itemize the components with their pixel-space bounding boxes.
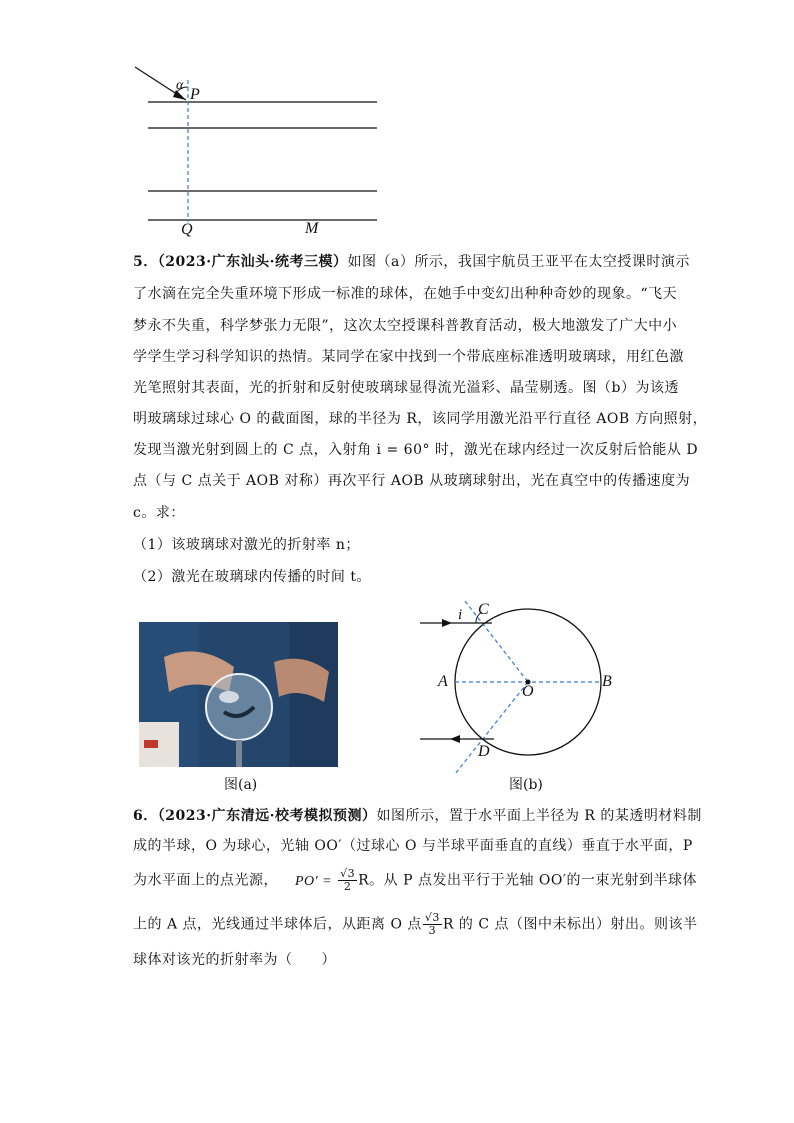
q6-frac-1-den: 2 — [343, 880, 352, 893]
q6-line-4 — [133, 912, 698, 937]
exit-arrow — [450, 735, 460, 743]
slab-diagram — [130, 60, 390, 245]
q5-source: （2023·广东汕头·统考三模） — [157, 254, 348, 270]
label-M: M — [305, 220, 319, 237]
q5-line-6: 明玻璃球过球心 O 的截面图，球的半径为 R，该同学用激光沿平行直径 AOB 方向照射， — [133, 411, 708, 427]
q6-frac-2 — [423, 912, 442, 937]
caption-figure-a: 图(a) — [224, 777, 258, 793]
q6-text-3a: 为水平面上的点光源， — [133, 872, 278, 889]
q6-text-4a: 上的 A 点，光线通过半球体后，从距离 O 点 — [133, 916, 422, 933]
label-B: B — [602, 673, 612, 690]
q6-line-2: 成的半球，O 为球心，光轴 OO′（过球心 O 与半球平面垂直的直线）垂直于水平面，P — [133, 838, 693, 854]
normal-at-C — [465, 601, 528, 682]
label-P: P — [190, 86, 200, 103]
q6-frac-2-num: √3 — [424, 911, 440, 924]
label-alpha: α — [176, 78, 184, 93]
figure-a-photo — [139, 622, 338, 767]
q5-line-9: c。求： — [133, 505, 185, 521]
q5-line-1 — [133, 252, 690, 272]
normal-at-D — [455, 682, 528, 774]
q5-line-7: 发现当激光射到圆上的 C 点，入射角 i = 60° 时，激光在球内经过一次反射后恰能从 D — [133, 442, 699, 458]
label-O: O — [522, 683, 534, 700]
q6-frac-2-den: 3 — [428, 924, 437, 937]
label-Q: Q — [181, 221, 193, 238]
q6-line-1 — [133, 806, 702, 826]
q6-text-3b: R。从 P 点发出平行于光轴 OO′的一束光射到半球体 — [358, 872, 698, 889]
q5-line-8: 点（与 C 点关于 AOB 对称）再次平行 AOB 从玻璃球射出，光在真空中的传播速度为 — [133, 473, 691, 489]
q6-line-3 — [133, 868, 697, 893]
q6-text-4b: R 的 C 点（图中未标出）射出。则该半 — [442, 916, 698, 933]
label-A: A — [438, 673, 448, 690]
q5-line-2: 了水滴在完全失重环境下形成一标准的球体，在她手中变幻出种种奇妙的现象。“飞天 — [133, 286, 678, 302]
q5-sub-1: （1）该玻璃球对激光的折射率 n； — [133, 537, 360, 553]
q6-number: 6． — [133, 808, 158, 824]
incident-arrow — [442, 619, 452, 627]
q5-number: 5． — [133, 254, 158, 270]
q6-text-1: 如图所示，置于水平面上半径为 R 的某透明材料制 — [376, 808, 702, 824]
label-C: C — [478, 601, 489, 618]
label-i: i — [458, 607, 463, 623]
q5-line-3: 梦永不失重，科学梦张力无限”，这次太空授课科普教育活动，极大地激发了广大中小 — [133, 318, 678, 334]
q6-line-5: 球体对该光的折射率为（ ） — [133, 952, 336, 968]
q6-source: （2023·广东清远·校考模拟预测） — [157, 808, 377, 824]
caption-figure-b: 图(b) — [509, 777, 543, 793]
q5-sub-2: （2）激光在玻璃球内传播的时间 t。 — [133, 569, 371, 585]
q6-frac-1-num: √3 — [340, 867, 356, 880]
q5-line-5: 光笔照射其表面，光的折射和反射使玻璃球显得流光溢彩、晶莹剔透。图（b）为该透 — [133, 380, 679, 396]
label-D: D — [478, 743, 490, 760]
q6-frac-1 — [338, 868, 357, 893]
q5-text-1: 如图（a）所示，我国宇航员王亚平在太空授课时演示 — [347, 254, 690, 270]
q6-expr-PO: PO′ = — [294, 873, 333, 889]
q5-line-4: 学学生学习科学知识的热情。某同学在家中找到一个带底座标准透明玻璃球，用红色激 — [133, 349, 684, 365]
